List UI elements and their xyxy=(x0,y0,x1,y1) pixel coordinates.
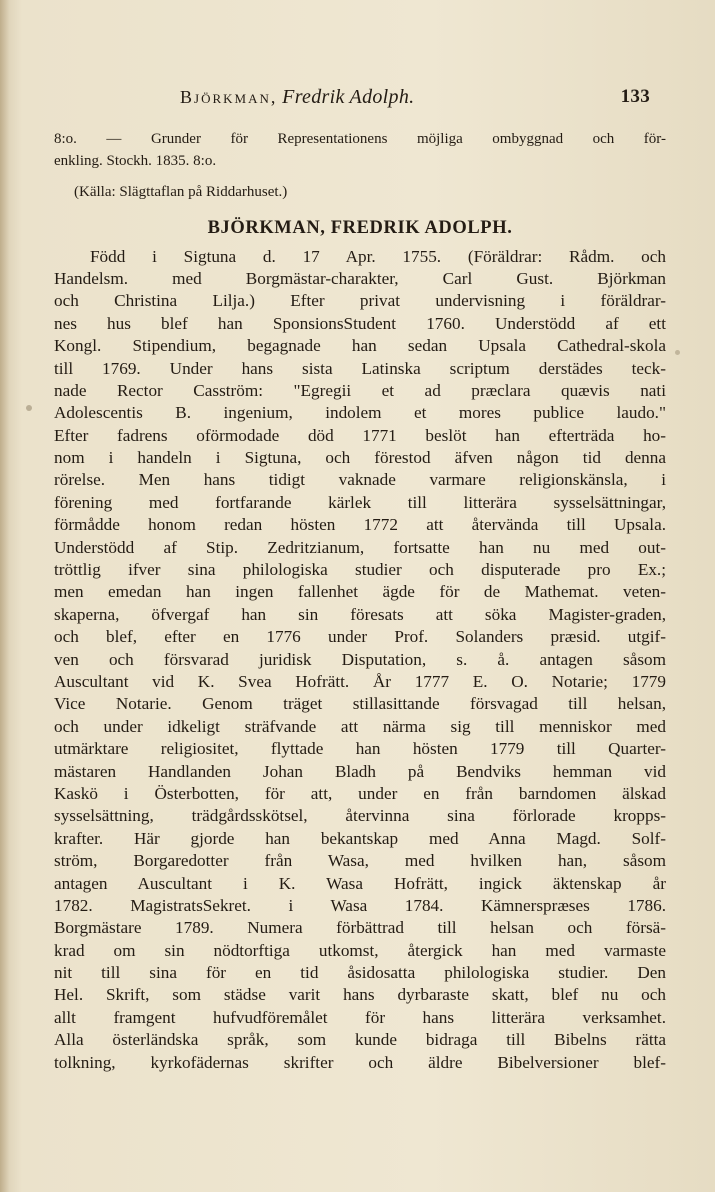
text-line: Understödd af Stip. Zedritzianum, fortsatte han nu med out- xyxy=(54,537,666,557)
text-line: 1782. MagistratsSekret. i Wasa 1784. Kämnerspræses 1786. xyxy=(54,895,666,915)
text-line: men emedan han ingen fallenhet ägde för de Mathemat. veten- xyxy=(54,582,666,602)
text-line: utmärktare religiositet, flyttade han hösten 1779 till Quarter- xyxy=(54,739,666,759)
header-surname: Björkman, xyxy=(180,87,278,107)
text-line: Adolescentis B. ingenium, indolem et mores publice laudo." xyxy=(54,403,666,423)
text-line: Kaskö i Österbotten, för att, under en från barndomen älskad xyxy=(54,783,666,803)
text-line: ström, Borgaredotter från Wasa, med hvilken han, såsom xyxy=(54,851,666,871)
text-line: Auscultant vid K. Svea Hofrätt. År 1777 E. O. Notarie; 1779 xyxy=(54,671,666,691)
entry-heading: BJÖRKMAN, FREDRIK ADOLPH. xyxy=(207,218,513,239)
ink-spot xyxy=(675,350,680,355)
source-note: (Källa: Slägttaflan på Riddarhuset.) xyxy=(74,183,288,200)
text-line: 8:o. — Grunder för Representationens möjliga ombyggnad och för- xyxy=(54,131,666,147)
text-line: ven och försvarad juridisk Disputation, s. å. antagen såsom xyxy=(54,649,666,669)
text-line: nes hus blef han SponsionsStudent 1760. Understödd af ett xyxy=(54,313,666,333)
header-given-names: Fredrik Adolph. xyxy=(282,86,415,108)
text-line: tröttlig ifver sina philologiska studier och disputerade pro Ex.; xyxy=(54,560,666,580)
text-line: allt framgent hufvudföremålet för hans litterära verksamhet. xyxy=(54,1007,666,1027)
text-line: Efter fadrens oförmodade död 1771 beslöt han efterträda ho- xyxy=(54,425,666,445)
text-line: rörelse. Men hans tidigt vaknade varmare religionskänsla, i xyxy=(54,470,666,490)
text-line: Född i Sigtuna d. 17 Apr. 1755. (Föräldrar: Rådm. och xyxy=(90,246,666,266)
running-header xyxy=(180,86,650,112)
text-line: till 1769. Under hans sista Latinska scriptum derstädes teck- xyxy=(54,358,666,378)
page-binding-edge xyxy=(0,0,10,1192)
text-line: enkling. Stockh. 1835. 8:o. xyxy=(54,153,217,170)
text-line: sysselsättning, trädgårdsskötsel, återvinna sina förlorade kropps- xyxy=(54,806,666,826)
text-line: Hel. Skrift, som städse varit hans dyrbaraste skatt, blef nu och xyxy=(54,985,666,1005)
text-line: och Christina Lilja.) Efter privat undervisning i föräldrar- xyxy=(54,291,666,311)
text-line: Handelsm. med Borgmästar-charakter, Carl Gust. Björkman xyxy=(54,268,666,288)
text-line: förening med fortfarande kärlek till litterära sysselsättningar, xyxy=(54,492,666,512)
text-line: Vice Notarie. Genom träget stillasittande försvagad till helsan, xyxy=(54,694,666,714)
page-number: 133 xyxy=(620,86,650,107)
text-line: antagen Auscultant i K. Wasa Hofrätt, ingick äktenskap år xyxy=(54,873,666,893)
text-line: och blef, efter en 1776 under Prof. Solanders præsid. utgif- xyxy=(54,627,666,647)
running-title xyxy=(180,86,414,109)
text-line: nit till sina för en tid åsidosatta philologiska studier. Den xyxy=(54,963,666,983)
text-line: förmådde honom redan hösten 1772 att återvända till Upsala. xyxy=(54,515,666,535)
text-line: mästaren Handlanden Johan Bladh på Bendviks hemman vid xyxy=(54,761,666,781)
text-line: skaperna, öfvergaf han sin föresats att söka Magister-graden, xyxy=(54,604,666,624)
text-line: krafter. Här gjorde han bekantskap med Anna Magd. Solf- xyxy=(54,828,666,848)
text-line: tolkning, kyrkofädernas skrifter och äldre Bibelversioner blef- xyxy=(54,1052,666,1072)
ink-spot xyxy=(26,405,32,411)
main-text xyxy=(54,128,666,1074)
text-line: Kongl. Stipendium, begagnade han sedan Upsala Cathedral-skola xyxy=(54,336,666,356)
text-line: och under idkeligt sträfvande att närma sig till menniskor med xyxy=(54,716,666,736)
text-line: Alla österländska språk, som kunde bidraga till Bibelns rätta xyxy=(54,1030,666,1050)
text-line: nom i handeln i Sigtuna, och förestod äfven någon tid denna xyxy=(54,448,666,468)
text-line: krad om sin nödtorftiga utkomst, återgick han med varmaste xyxy=(54,940,666,960)
text-line: nade Rector Casström: "Egregii et ad præclara quævis nati xyxy=(54,380,666,400)
text-line: Borgmästare 1789. Numera förbättrad till helsan och försä- xyxy=(54,918,666,938)
